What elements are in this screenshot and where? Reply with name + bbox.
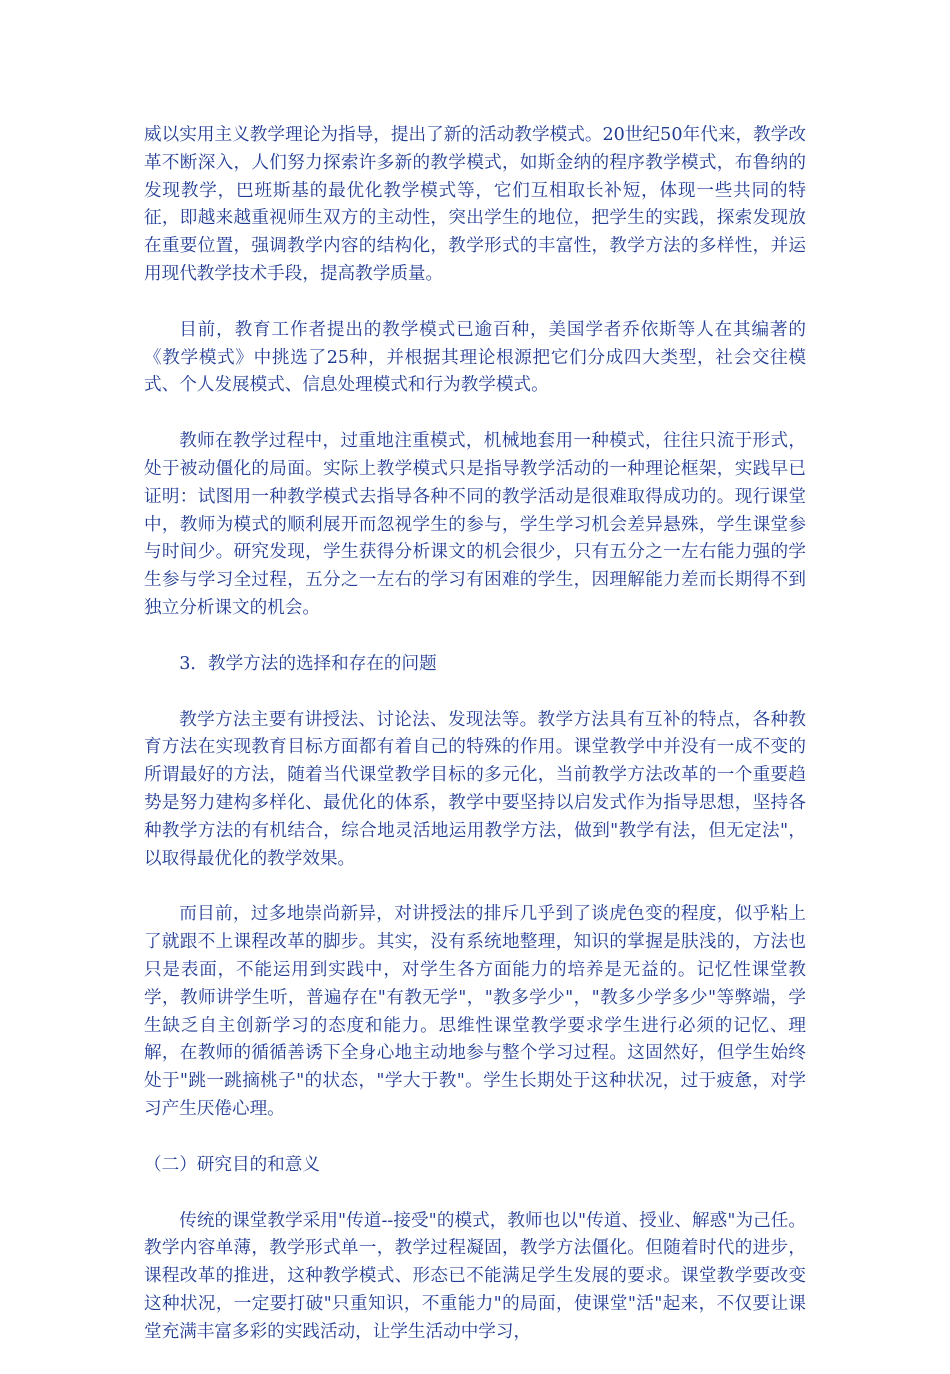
paragraph-teaching-methods: 教学方法主要有讲授法、讨论法、发现法等。教学方法具有互补的特点，各种教育方法在实现教育目标方面都有着自己的特殊的作用。课堂教学中并没有一成不变的所谓最好的方法，随着当代课堂教学目标的多元化，当前教学方法改革的一个重要趋势是努力建构多样化、最优化的体系，教学中要坚持以启发式作为指导思想，坚持各种教学方法的有机结合，综合地灵活地运用教学方法，做到"教学有法，但无定法"，以取得最优化的教学效果。: [144, 709, 806, 869]
section-heading-research-purpose: （二）研究目的和意义: [144, 1154, 320, 1175]
document-page: [144, 122, 806, 1374]
paragraph-model-rigidity: 教师在教学过程中，过重地注重模式，机械地套用一种模式，往往只流于形式，处于被动僵化的局面。实际上教学模式只是指导教学活动的一种理论框架，实践早已证明：试图用一种教学模式去指导各种不同的教学活动是很难取得成功的。现行课堂中，教师为模式的顺利展开而忽视学生的参与，学生学习机会差异悬殊，学生课堂参与时间少。研究发现，学生获得分析课文的机会很少，只有五分之一左右能力强的学生参与学习全过程，五分之一左右的学习有困难的学生，因理解能力差而长期得不到独立分析课文的机会。: [144, 431, 806, 618]
paragraph-current-problems: 而目前，过多地崇尚新异，对讲授法的排斥几乎到了谈虎色变的程度，似乎粘上了就跟不上课程改革的脚步。其实，没有系统地整理，知识的掌握是肤浅的，方法也只是表面，不能运用到实践中，对学生各方面能力的培养是无益的。记忆性课堂教学，教师讲学生听，普遍存在"有教无学"，"教多学少"，"教多少学多少"等弊端，学生缺乏自主创新学习的态度和能力。思维性课堂教学要求学生进行必须的记忆、理解，在教师的循循善诱下全身心地主动地参与整个学习过程。这固然好，但学生始终处于"跳一跳摘桃子"的状态，"学大于教"。学生长期处于这种状况，过于疲惫，对学习产生厌倦心理。: [144, 904, 806, 1119]
paragraph-activity-teaching-model: 威以实用主义教学理论为指导，提出了新的活动教学模式。20世纪50年代来，教学改革不断深入，人们努力探索许多新的教学模式，如斯金纳的程序教学模式，布鲁纳的发现教学，巴班斯基的最优化教学模式等，它们互相取长补短，体现一些共同的特征，即越来越重视师生双方的主动性，突出学生的地位，把学生的实践，探索发现放在重要位置，强调教学内容的结构化，教学形式的丰富性，教学方法的多样性，并运用现代教学技术手段，提高教学质量。: [144, 125, 806, 284]
section-heading-teaching-methods: 3．教学方法的选择和存在的问题: [179, 653, 437, 674]
paragraph-teaching-models-count: 目前，教育工作者提出的教学模式已逾百种，美国学者乔依斯等人在其编著的《教学模式》中挑选了25种，并根据其理论根源把它们分成四大类型，社会交往模式、个人发展模式、信息处理模式和行为教学模式。: [144, 319, 806, 396]
paragraph-traditional-teaching: 传统的课堂教学采用"传道--接受"的模式，教师也以"传道、授业、解惑"为己任。教学内容单薄，教学形式单一，教学过程凝固，教学方法僵化。但随着时代的进步，课程改革的推进，这种教学模式、形态已不能满足学生发展的要求。课堂教学要改变这种状况，一定要打破"只重知识，不重能力"的局面，使课堂"活"起来，不仅要让课堂充满丰富多彩的实践活动，让学生活动中学习，: [144, 1210, 806, 1342]
